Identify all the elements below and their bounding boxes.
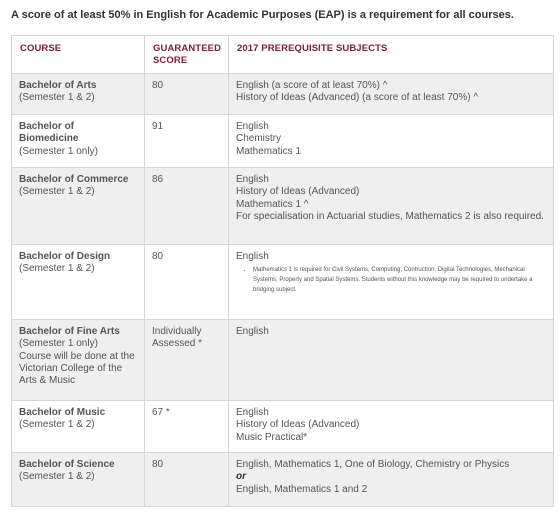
table-row [12,453,554,507]
subject-line: History of Ideas (Advanced) (a score of at least 70%) ^ [236,92,479,104]
score-line: Individually [152,326,202,337]
subject-line: English (a score of at least 70%) ^ [236,80,388,91]
subject-line: History of Ideas (Advanced) [236,419,360,431]
course-name: Bachelor of Fine Arts [19,326,120,337]
subjects-cell [229,453,554,507]
design-note: • Mathematics 1 is required for Civil Systems, Computing, Contruction, Digital Technologies, Mechanical Systems, Property and Spatial Systems. Students without this knowledge may be required to undertake a bridging subject. [253,265,546,295]
course-detail: (Semester 1 only) [19,145,98,157]
subjects-cell [229,401,554,453]
header-row [12,36,554,74]
course-name: Bachelor of Arts [19,80,97,91]
score-line: Assessed * [152,338,203,350]
score-header [145,36,229,74]
course-detail: Victorian College of the [19,362,123,374]
design-note-list [236,265,546,295]
subject-line: English [236,251,269,262]
course-detail: (Semester 1 & 2) [19,263,95,275]
subject-line: History of Ideas (Advanced) [236,186,360,198]
course-name-line1: Bachelor of [19,121,75,132]
course-header: COURSE [12,36,145,74]
course-name: Bachelor of Commerce [19,174,129,185]
subject-line: English [236,174,269,185]
course-detail: (Semester 1 only) [19,338,98,350]
score-cell: 80 [145,453,229,507]
subjects-header: 2017 PREREQUISITE SUBJECTS [229,36,554,74]
course-cell [12,401,145,453]
subjects-cell [229,168,554,245]
course-cell [12,320,145,401]
subject-line: English [236,121,269,132]
score-header-line1: GUARANTEED [153,43,222,54]
course-cell [12,74,145,115]
table-row [12,320,554,401]
course-name: Bachelor of Science [19,459,115,470]
course-cell [12,115,145,168]
score-header-line2: SCORE [153,55,188,67]
table-row [12,401,554,453]
table-row [12,74,554,115]
table-row [12,168,554,245]
course-detail: (Semester 1 & 2) [19,471,95,483]
course-name: Bachelor of Design [19,251,111,262]
subject-line: Chemistry [236,133,282,145]
subjects-cell [229,245,554,320]
course-name-line2: Biomedicine [19,133,79,145]
subjects-cell [229,115,554,168]
subjects-cell [229,320,554,401]
subject-line: Mathematics 1 [236,145,302,157]
subject-line: Music Practical* [236,431,308,443]
score-cell: 67 * [145,401,229,453]
intro-text: A score of at least 50% in English for Academic Purposes (EAP) is a requirement for all courses. [11,9,514,21]
course-detail: (Semester 1 & 2) [19,92,95,104]
course-cell [12,453,145,507]
score-cell: 91 [145,115,229,168]
subject-line: English, Mathematics 1, One of Biology, Chemistry or Physics [236,459,510,470]
course-name: Bachelor of Music [19,407,106,418]
subject-line: English [236,407,269,418]
course-detail: Arts & Music [19,375,76,387]
course-detail: (Semester 1 & 2) [19,419,95,431]
score-cell: 86 [145,168,229,245]
subjects-cell [229,74,554,115]
subject-line: For specialisation in Actuarial studies, Mathematics 2 is also required. [236,210,544,222]
score-cell: 80 [145,245,229,320]
subject-line: English, Mathematics 1 and 2 [236,483,368,495]
table-row [12,115,554,168]
table-row [12,245,554,320]
subject-line: Mathematics 1 ^ [236,198,309,210]
prerequisites-table [11,35,554,507]
course-cell [12,245,145,320]
score-cell [145,320,229,401]
course-cell [12,168,145,245]
course-detail: Course will be done at the [19,350,135,362]
subject-line: English [236,326,269,337]
or-separator: or [236,471,246,483]
score-cell: 80 [145,74,229,115]
course-detail: (Semester 1 & 2) [19,186,95,198]
